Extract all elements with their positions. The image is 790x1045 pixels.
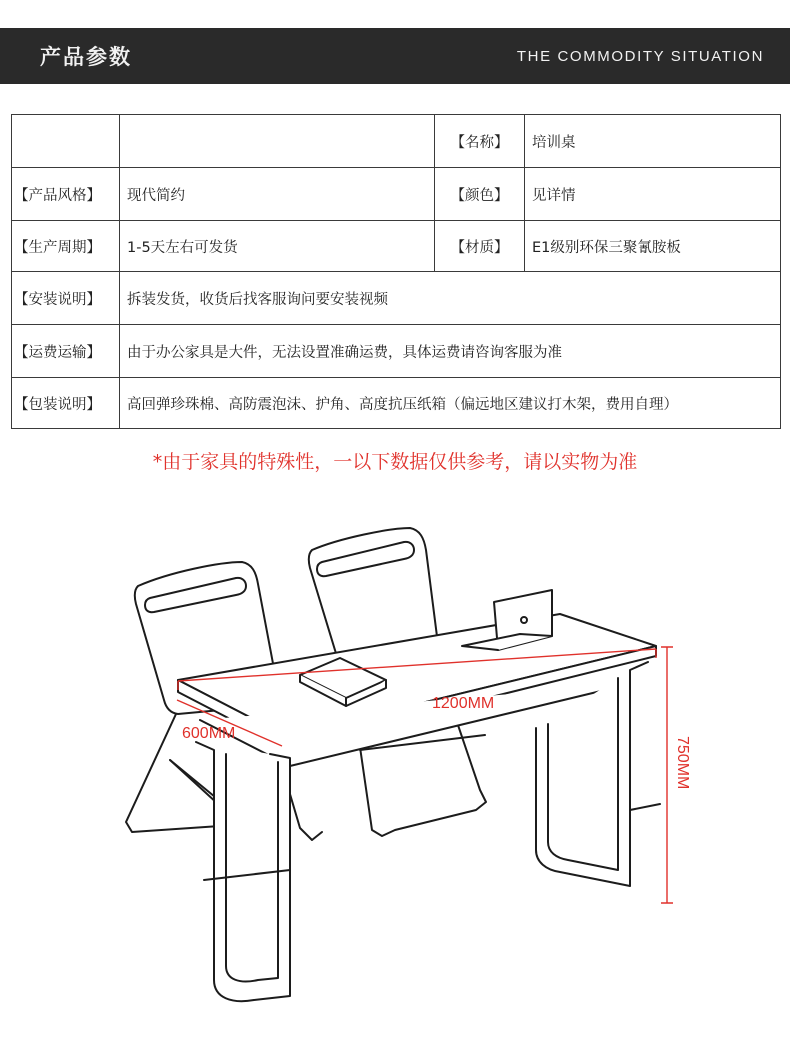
disclaimer-note: *由于家具的特殊性，一以下数据仅供参考，请以实物为准: [152, 451, 638, 473]
table-row: [12, 115, 781, 168]
name-value: 培训桌: [525, 115, 781, 168]
color-label: 【颜色】: [435, 168, 525, 221]
cycle-label: 【生产周期】: [12, 221, 120, 272]
table-row: [12, 168, 781, 221]
spec-table: [11, 114, 781, 429]
material-value: E1级别环保三聚氰胺板: [525, 221, 781, 272]
empty-cell: [120, 115, 435, 168]
section-subtitle: THE COMMODITY SITUATION: [516, 48, 764, 65]
shipping-value: 由于办公家具是大件，无法设置准确运费，具体运费请咨询客服为准: [120, 325, 781, 378]
package-value: 高回弹珍珠棉、高防震泡沫、护角、高度抗压纸箱（偏远地区建议打木架，费用自理）: [120, 378, 781, 429]
height-label: 750MM: [674, 736, 691, 790]
table-row: [12, 378, 781, 429]
height-dim-line: [661, 647, 673, 903]
install-label: 【安装说明】: [12, 272, 120, 325]
shipping-label: 【运费运输】: [12, 325, 120, 378]
style-value: 现代简约: [120, 168, 435, 221]
style-label: 【产品风格】: [12, 168, 120, 221]
install-value: 拆装发货，收货后找客服询问要安装视频: [120, 272, 781, 325]
length-label: 1200MM: [432, 695, 495, 712]
table: [178, 614, 660, 1001]
package-label: 【包装说明】: [12, 378, 120, 429]
empty-cell: [12, 115, 120, 168]
section-title: 产品参数: [40, 44, 132, 69]
table-row: [12, 272, 781, 325]
table-row: [12, 325, 781, 378]
section-header: [0, 28, 790, 84]
cycle-value: 1-5天左右可发货: [120, 221, 435, 272]
product-drawing: [0, 510, 790, 1040]
table-row: [12, 221, 781, 272]
name-label: 【名称】: [435, 115, 525, 168]
color-value: 见详情: [525, 168, 781, 221]
material-label: 【材质】: [435, 221, 525, 272]
depth-label: 600MM: [182, 725, 236, 742]
